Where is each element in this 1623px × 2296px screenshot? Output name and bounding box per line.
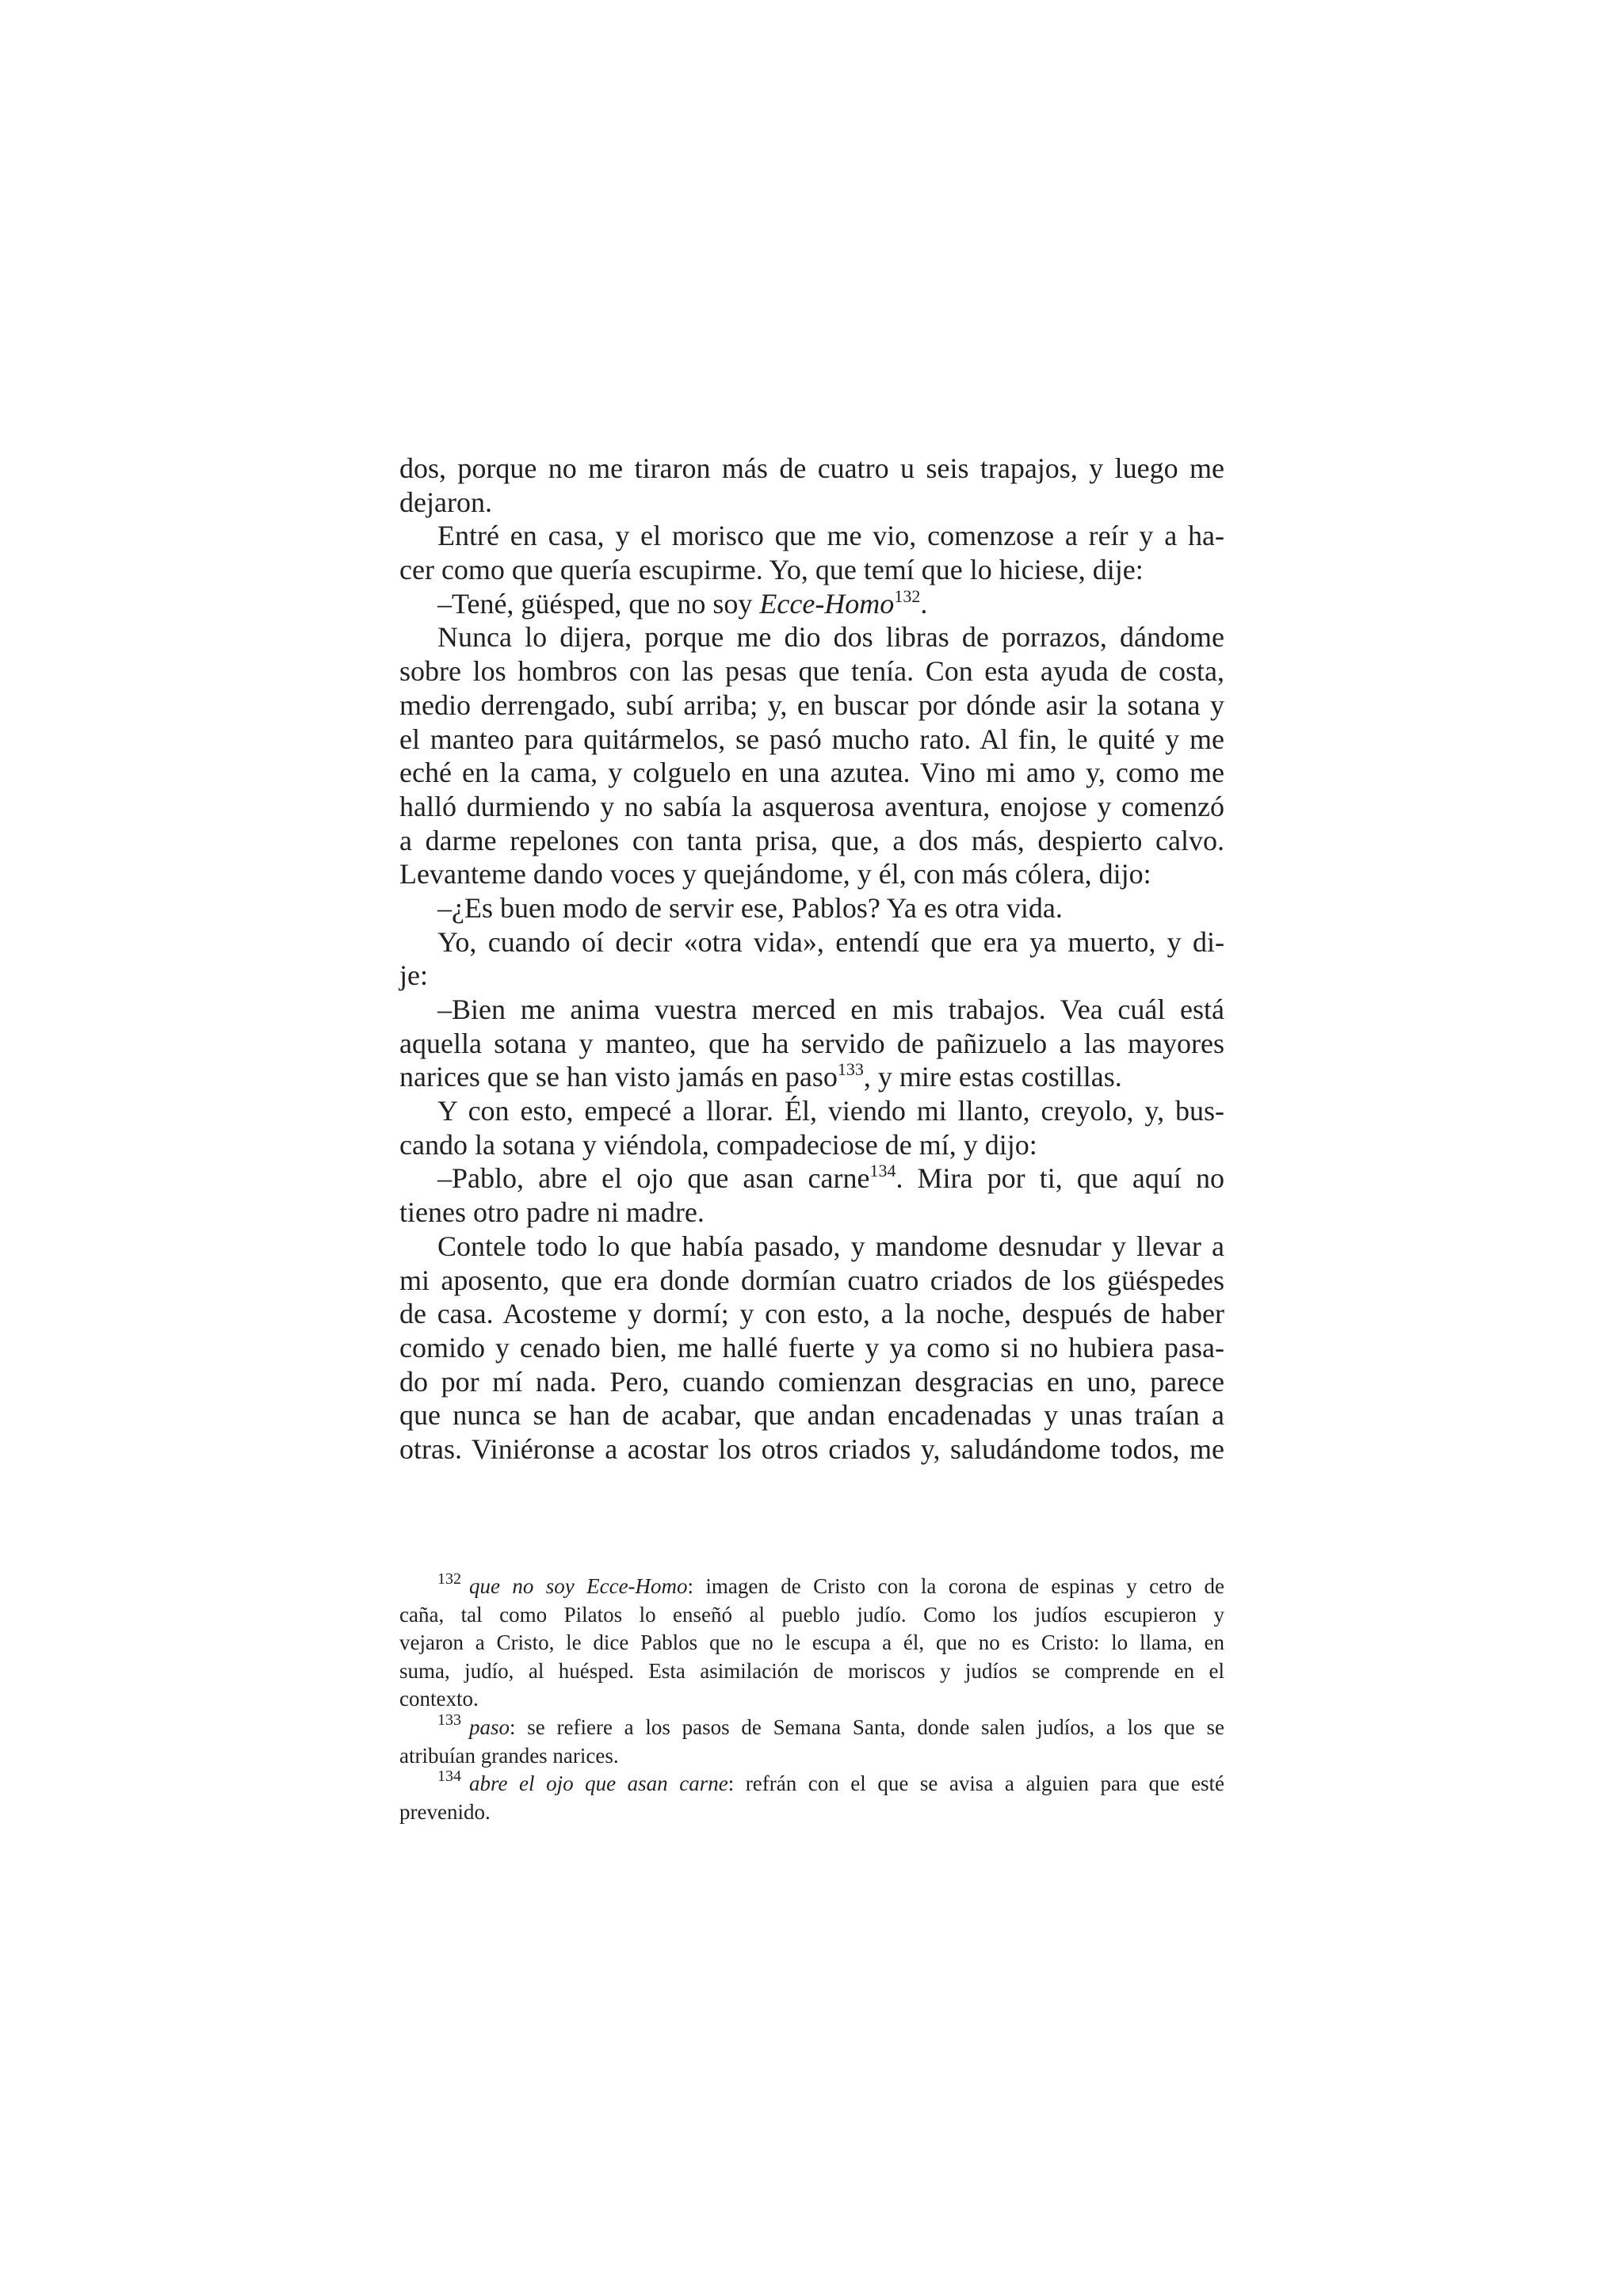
body-line bbox=[399, 993, 1224, 1027]
text-run: –¿Es buen modo de servir ese, Pablos? Ya es otra vida. bbox=[437, 891, 1063, 924]
text-run: medio derrengado, subí arriba; y, en buscar por dónde asir la sotana y bbox=[399, 688, 1224, 721]
footnote-line bbox=[399, 1798, 1224, 1827]
text-run: –Tené, güésped, que no soy bbox=[437, 587, 760, 620]
text-run: Entré en casa, y el morisco que me vio, comenzose a reír y a ha- bbox=[437, 520, 1224, 552]
italic-text: abre el ojo que asan carne bbox=[469, 1772, 728, 1796]
text-run: Nunca lo dijera, porque me dio dos libras de porrazos, dándome bbox=[437, 621, 1224, 654]
body-line bbox=[399, 1230, 1224, 1264]
body-line bbox=[399, 959, 1224, 993]
footnote-line bbox=[399, 1711, 1224, 1742]
body-line bbox=[399, 824, 1224, 858]
text-run: cer como que quería escupirme. Yo, que temí que lo hiciese, dije: bbox=[399, 554, 1144, 586]
italic-text: que no soy Ecce-Homo bbox=[469, 1574, 688, 1598]
footnotes bbox=[399, 1570, 1224, 1826]
body-line bbox=[399, 553, 1224, 587]
text-run: Levanteme dando voces y quejándome, y él, con más cólera, dijo: bbox=[399, 858, 1151, 891]
body-line bbox=[399, 756, 1224, 790]
footnote-marker: 134 bbox=[437, 1768, 461, 1786]
footnote-marker: 132 bbox=[894, 585, 921, 606]
text-run: dejaron. bbox=[399, 486, 492, 518]
text-run: atribuían grandes narices. bbox=[399, 1743, 619, 1768]
footnote-marker: 134 bbox=[869, 1161, 896, 1181]
text-run: : refrán con el que se avisa a alguien para que esté bbox=[727, 1772, 1224, 1796]
italic-text: Ecce-Homo bbox=[759, 587, 895, 620]
footnote-line bbox=[399, 1770, 1224, 1798]
body-line bbox=[399, 1128, 1224, 1162]
text-run: narices que se han visto jamás en paso bbox=[399, 1061, 838, 1093]
text-run: a darme repelones con tanta prisa, que, a dos más, despierto calvo. bbox=[399, 824, 1224, 856]
footnote-line bbox=[399, 1742, 1224, 1771]
body-line bbox=[399, 1027, 1224, 1061]
text-run: suma, judío, al huésped. Esta asimilación de moriscos y judíos se comprende en el bbox=[399, 1658, 1224, 1683]
text-run: aquella sotana y manteo, que ha servido de pañizuelo a las mayores bbox=[399, 1027, 1224, 1059]
body-line bbox=[399, 620, 1224, 654]
text-run: comido y cenado bien, me hallé fuerte y ya como si no hubiera pasa- bbox=[399, 1331, 1224, 1363]
text-run: caña, tal como Pilatos lo enseñó al pueblo judío. Como los judíos escupieron y bbox=[399, 1602, 1224, 1627]
body-line bbox=[399, 1365, 1224, 1399]
body-line bbox=[399, 1398, 1224, 1432]
body-line bbox=[399, 1297, 1224, 1331]
text-run: –Pablo, abre el ojo que asan carne bbox=[437, 1162, 870, 1195]
text-run: mi aposento, que era donde dormían cuatro criados de los güéspedes bbox=[399, 1264, 1224, 1296]
footnote-marker: 132 bbox=[437, 1570, 461, 1588]
body-line bbox=[399, 519, 1224, 553]
body-line bbox=[399, 925, 1224, 959]
body-line bbox=[399, 654, 1224, 688]
text-run: vejaron a Cristo, le dice Pablos que no le escupa a él, que no es Cristo: lo llama, en bbox=[399, 1630, 1224, 1655]
body-line bbox=[399, 1331, 1224, 1365]
text-run: do por mí nada. Pero, cuando comienzan desgracias en uno, parece bbox=[399, 1365, 1224, 1398]
text-run: de casa. Acosteme y dormí; y con esto, a la noche, después de haber bbox=[399, 1298, 1224, 1330]
text-run: eché en la cama, y colguelo en una azutea. Vino mi amo y, como me bbox=[399, 757, 1224, 789]
text-run: contexto. bbox=[399, 1687, 479, 1711]
body-line bbox=[399, 688, 1224, 723]
body-line bbox=[399, 790, 1224, 824]
text-run: –Bien me anima vuestra merced en mis trabajos. Vea cuál está bbox=[437, 994, 1224, 1025]
body-line bbox=[399, 1264, 1224, 1298]
text-run: el manteo para quitármelos, se pasó mucho rato. Al fin, le quité y me bbox=[399, 723, 1224, 755]
footnote-marker: 133 bbox=[437, 1711, 461, 1729]
text-run: Y con esto, empecé a llorar. Él, viendo mi llanto, creyolo, y, bus- bbox=[437, 1095, 1224, 1127]
text-run: otras. Viniéronse a acostar los otros criados y, saludándome todos, me bbox=[399, 1432, 1224, 1465]
text-run: je: bbox=[399, 959, 428, 992]
text-run: Yo, cuando oí decir «otra vida», entendí que era ya muerto, y di- bbox=[437, 925, 1224, 958]
body-line bbox=[399, 1432, 1224, 1466]
text-run: dos, porque no me tiraron más de cuatro u seis trapajos, y luego me bbox=[399, 452, 1224, 484]
body-line bbox=[399, 891, 1224, 925]
body-line bbox=[399, 587, 1224, 621]
footnote-line bbox=[399, 1601, 1224, 1630]
text-run: sobre los hombros con las pesas que tenía. Con esta ayuda de costa, bbox=[399, 655, 1224, 688]
body-line bbox=[399, 723, 1224, 757]
text-run: . bbox=[920, 587, 928, 620]
body-line bbox=[399, 486, 1224, 520]
text-run: : se refiere a los pasos de Semana Santa, donde salen judíos, a los que se bbox=[510, 1714, 1224, 1739]
text-run: . Mira por ti, que aquí no bbox=[896, 1162, 1224, 1195]
body-line bbox=[399, 1196, 1224, 1230]
body-line bbox=[399, 1094, 1224, 1128]
body-text bbox=[399, 452, 1224, 1466]
italic-text: paso bbox=[469, 1714, 510, 1739]
footnote-line bbox=[399, 1657, 1224, 1686]
footnote-marker: 133 bbox=[837, 1059, 864, 1080]
text-run: tienes otro padre ni madre. bbox=[399, 1196, 705, 1229]
body-line bbox=[399, 1161, 1224, 1196]
body-line bbox=[399, 1060, 1224, 1094]
text-run: halló durmiendo y no sabía la asquerosa aventura, enojose y comenzó bbox=[399, 790, 1224, 822]
footnote-line bbox=[399, 1570, 1224, 1601]
text-run: , y mire estas costillas. bbox=[863, 1061, 1122, 1093]
text-run: Contele todo lo que había pasado, y mandome desnudar y llevar a bbox=[437, 1230, 1224, 1262]
footnote-line bbox=[399, 1685, 1224, 1714]
body-line bbox=[399, 857, 1224, 891]
text-run: prevenido. bbox=[399, 1799, 491, 1824]
text-run: cando la sotana y viéndola, compadeciose de mí, y dijo: bbox=[399, 1128, 1037, 1161]
footnote-line bbox=[399, 1629, 1224, 1657]
text-run: : imagen de Cristo con la corona de espinas y cetro de bbox=[687, 1574, 1224, 1598]
text-run: que nunca se han de acabar, que andan encadenadas y unas traían a bbox=[399, 1399, 1224, 1432]
body-line bbox=[399, 452, 1224, 486]
